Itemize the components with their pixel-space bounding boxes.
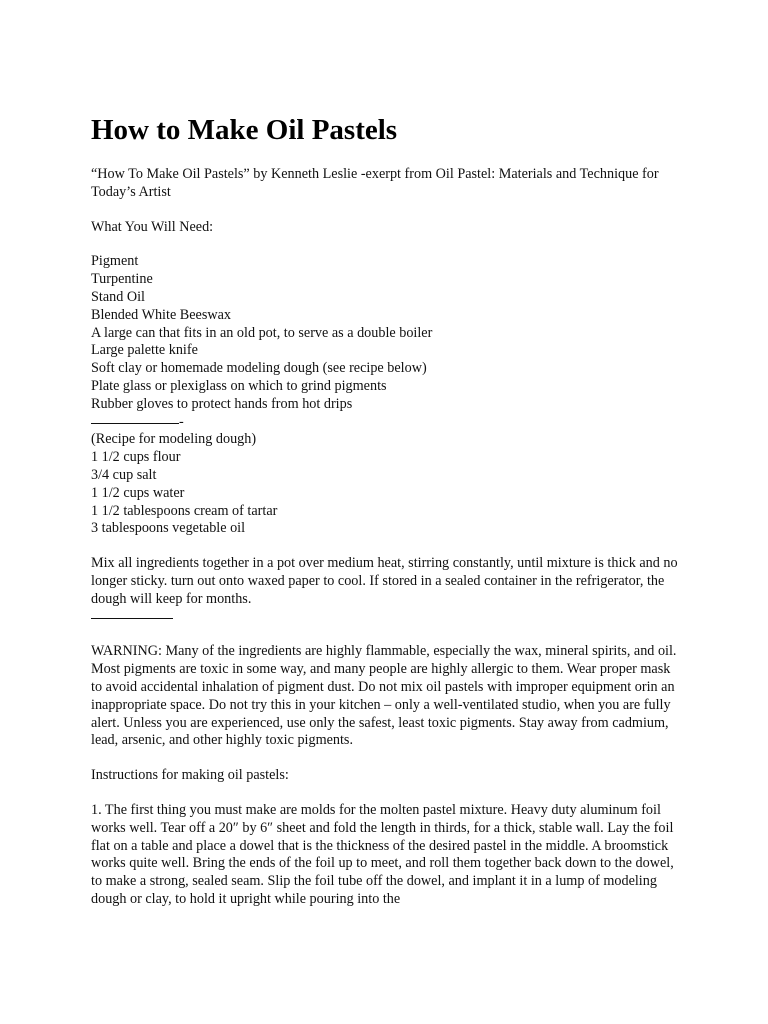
list-item: 3/4 cup salt bbox=[91, 466, 157, 483]
list-item: A large can that fits in an old pot, to serve as a double boiler bbox=[91, 324, 433, 341]
mix-paragraph: Mix all ingredients together in a pot over medium heat, stirring constantly, until mixture is thick and no longer sticky. turn out onto waxed paper to cool. If stored in a sealed container in the refrigerator, the dough will keep for months. bbox=[91, 555, 678, 607]
list-item: Stand Oil bbox=[91, 288, 145, 305]
page-title: How to Make Oil Pastels bbox=[91, 114, 398, 146]
list-item: 1 1/2 tablespoons cream of tartar bbox=[91, 502, 278, 519]
list-item: 3 tablespoons vegetable oil bbox=[91, 520, 246, 537]
list-item: Rubber gloves to protect hands from hot drips bbox=[91, 395, 353, 412]
divider-rule bbox=[91, 414, 681, 432]
divider-rule bbox=[91, 609, 681, 627]
list-item: Blended White Beeswax bbox=[91, 306, 231, 323]
list-item: Large palette knife bbox=[91, 342, 198, 359]
list-item: Pigment bbox=[91, 253, 139, 270]
warning-paragraph: WARNING: Many of the ingredients are highly flammable, especially the wax, mineral spirits, and oil. Most pigments are toxic in some way, and many people are highly allergic to them. Wear proper mask to avoid accidental inhalation of pigment dust. Do not mix oil pastels with improper equipment orin an inappropriate space. Do not try this in your kitchen – only a well-ventilated studio, when you are fully alert. Unless you are experienced, use only the safest, least toxic pigments. Stay away from cadmium, lead, arsenic, and other highly toxic pigments. bbox=[91, 643, 677, 749]
list-item: Turpentine bbox=[91, 271, 153, 288]
list-item: Soft clay or homemade modeling dough (see recipe below) bbox=[91, 360, 427, 377]
list-item: 1 1/2 cups water bbox=[91, 484, 185, 501]
list-item: Plate glass or plexiglass on which to grind pigments bbox=[91, 377, 387, 394]
instructions-heading: Instructions for making oil pastels: bbox=[91, 767, 289, 784]
step-1-paragraph: 1. The first thing you must make are molds for the molten pastel mixture. Heavy duty aluminum foil works well. Tear off a 20″ by 6″ sheet and fold the length in thirds, for a thick, stable wall. Lay the foil flat on a table and place a dowel that is the thickness of the desired pastel in the middle. A broomstick works quite well. Bring the ends of the foil up to meet, and roll them together back down to the dowel, to make a strong, sealed seam. Slip the foil tube off the dowel, and implant it in a lump of modeling dough or clay, to hold it upright while pouring into the bbox=[91, 801, 674, 907]
divider-dash: - bbox=[179, 413, 184, 430]
document-page bbox=[91, 112, 681, 909]
need-heading: What You Will Need: bbox=[91, 218, 214, 235]
recipe-heading: (Recipe for modeling dough) bbox=[91, 431, 257, 448]
list-item: 1 1/2 cups flour bbox=[91, 449, 181, 466]
divider-line bbox=[91, 609, 681, 627]
intro-paragraph: “How To Make Oil Pastels” by Kenneth Leslie -exerpt from Oil Pastel: Materials and Technique for Today’s Artist bbox=[91, 166, 659, 200]
materials-list bbox=[91, 253, 681, 538]
